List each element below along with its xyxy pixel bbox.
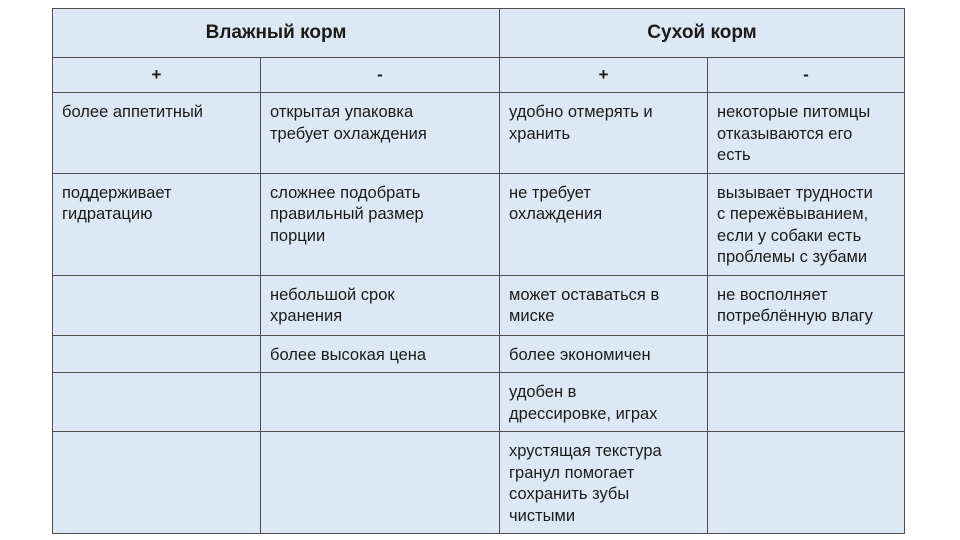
cell-text: небольшой срок хранения xyxy=(270,285,395,325)
cell-text xyxy=(708,336,904,351)
cell-text: не требует охлаждения xyxy=(509,183,603,223)
table-cell xyxy=(261,432,500,534)
cell-text xyxy=(708,373,904,388)
table-row xyxy=(53,93,905,174)
cell-text: удобен в дрессировке, играх xyxy=(509,383,658,423)
header-dry-pros: + xyxy=(500,58,708,93)
cell-text: может оставаться в миске xyxy=(509,285,660,325)
table-cell xyxy=(708,93,905,174)
table-cell xyxy=(708,335,905,373)
table-cell xyxy=(708,373,905,432)
table-cell xyxy=(500,93,708,174)
header-dry-food: Сухой корм xyxy=(500,9,905,58)
table-row xyxy=(53,432,905,534)
table-cell xyxy=(53,93,261,174)
table-cell xyxy=(53,275,261,335)
table-row xyxy=(53,173,905,275)
cell-text xyxy=(261,432,499,447)
cell-text: более экономичен xyxy=(509,345,651,364)
header-wet-food: Влажный корм xyxy=(53,9,500,58)
table-cell xyxy=(53,173,261,275)
cell-text: удобно отмерять и хранить xyxy=(509,103,653,143)
table-cell xyxy=(708,432,905,534)
cell-text: более аппетитный xyxy=(62,103,204,121)
cell-text: не восполняет потреблённую влагу xyxy=(717,285,873,325)
table-cell xyxy=(500,173,708,275)
group-header-row xyxy=(53,9,905,58)
table-cell xyxy=(261,173,500,275)
table-cell xyxy=(53,335,261,373)
table-cell xyxy=(500,275,708,335)
header-dry-cons: - xyxy=(708,58,905,93)
table-cell xyxy=(261,335,500,373)
cell-text: поддерживает гидратацию xyxy=(62,183,172,223)
cell-text xyxy=(53,373,260,388)
header-wet-pros: + xyxy=(53,58,261,93)
cell-text xyxy=(53,432,260,447)
table-cell xyxy=(261,373,500,432)
cell-text: сложнее подобрать правильный размер порции xyxy=(270,183,424,245)
table-row xyxy=(53,335,905,373)
table-cell xyxy=(708,275,905,335)
cell-text: более высокая цена xyxy=(270,345,427,364)
table-row xyxy=(53,275,905,335)
comparison-table xyxy=(52,8,905,534)
table-cell xyxy=(500,432,708,534)
table-row xyxy=(53,373,905,432)
cell-text xyxy=(708,432,904,447)
cell-text xyxy=(53,336,260,351)
sign-header-row xyxy=(53,58,905,93)
cell-text: открытая упаковка требует охлаждения xyxy=(270,103,427,143)
table-cell xyxy=(708,173,905,275)
table-cell xyxy=(53,373,261,432)
cell-text xyxy=(261,373,499,388)
cell-text: хрустящая текстура гранул помогает сохранить зубы чистыми xyxy=(509,442,662,525)
table-cell xyxy=(53,432,261,534)
cell-text: вызывает трудности с пережёвыванием, если у собаки есть проблемы с зубами xyxy=(717,183,873,266)
table-cell xyxy=(261,93,500,174)
cell-text xyxy=(53,276,260,291)
table-cell xyxy=(261,275,500,335)
table-cell xyxy=(500,373,708,432)
cell-text: некоторые питомцы отказываются его есть xyxy=(717,103,871,164)
table-cell xyxy=(500,335,708,373)
header-wet-cons: - xyxy=(261,58,500,93)
